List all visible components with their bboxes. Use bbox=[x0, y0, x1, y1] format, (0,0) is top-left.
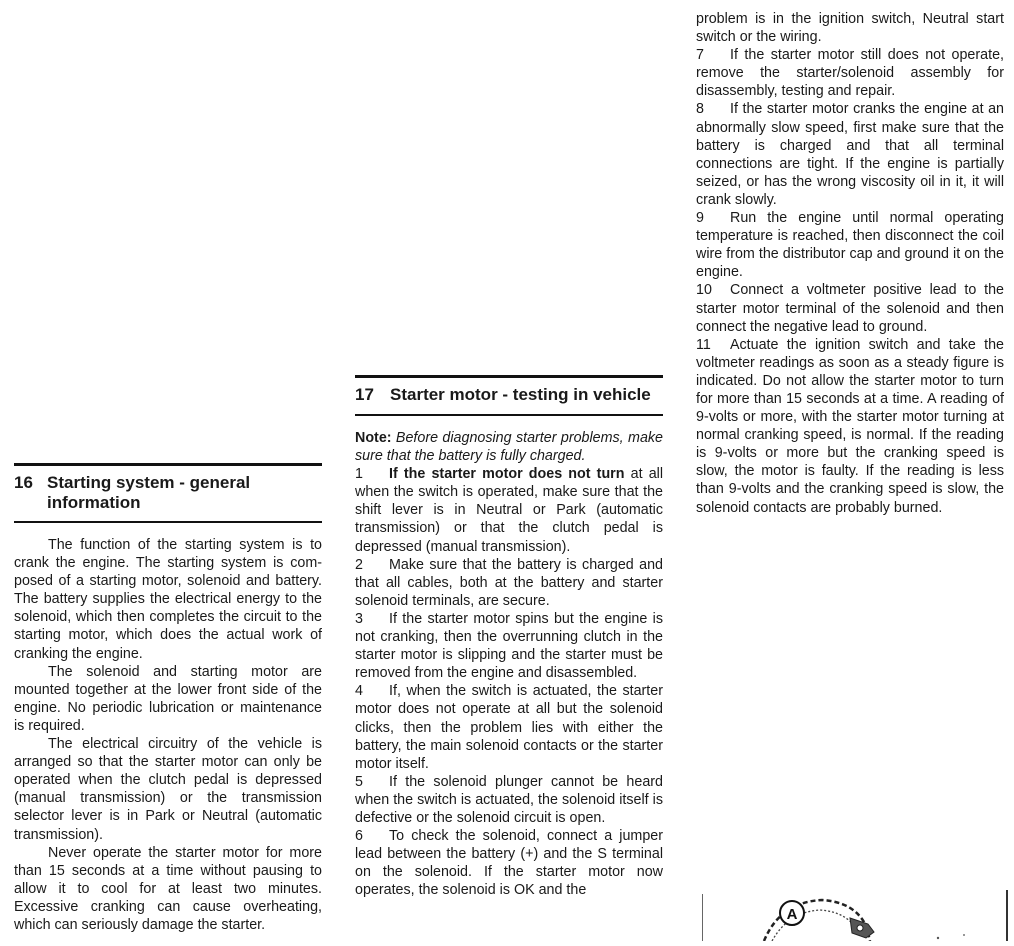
step-text: Run the engine until normal operating temperature is reached, then disconnect the coil wire from the distributor cap and ground it on the engine. bbox=[696, 210, 1004, 281]
section-16-title-line1: Starting system - general bbox=[47, 473, 251, 492]
step-number: 9 bbox=[696, 210, 704, 227]
starter-illustration bbox=[702, 888, 1008, 941]
section-16-paragraph: The function of the starting system is to crank the engine. The starting system is composed of a starting motor, solenoid and battery. The battery supplies the electrical energy to the solenoid, which then completes the circuit to the starting motor, which does the actual work of cranking the engine. bbox=[14, 537, 322, 662]
step-text: To check the solenoid, connect a jumper lead between the battery (+) and the S terminal on the solenoid. If the starter motor now operates, the solenoid is OK and the bbox=[355, 828, 663, 899]
step-text: If the solenoid plunger cannot be heard when the switch is actuated, the solenoid itself is defective or the solenoid circuit is open. bbox=[355, 773, 663, 826]
column-2 bbox=[355, 429, 663, 899]
step-text: If, when the switch is actuated, the starter motor does not operate at all but the solenoid clicks, then the problem lies with either the battery, the main solenoid contacts or the starter motor itself. bbox=[355, 683, 663, 772]
section-17-rule-top bbox=[355, 375, 663, 378]
step-text: at all when the switch is operated, make sure that the shift lever is in Neutral or Park (automatic transmission) or that the clutch pedal is depressed (manual transmission). bbox=[355, 466, 664, 555]
column-1 bbox=[14, 536, 322, 934]
step-text: Actuate the ignition switch and take the voltmeter readings as soon as a steady figure is indicated. Do not allow the starter motor to turn for more than 15 seconds at a time. A reading of 9-volts or more, with the starter motor turning at normal cranking speed, is normal. If the reading is 9-volts or more but the cranking speed is slow, the motor is faulty. If the reading is less than 9-volts and the cranking speed is slow, the solenoid contacts are probably burned. bbox=[696, 336, 1004, 516]
step-text: Make sure that the battery is charged and that all cables, both at the battery and starter solenoid terminals, are secure. bbox=[355, 556, 663, 609]
section-16-rule-top bbox=[14, 463, 322, 466]
step-item bbox=[696, 281, 1004, 335]
section-16-title-line2: information bbox=[47, 493, 141, 512]
step-text: If the starter motor spins but the engine is not cranking, then the overrunning clutch in the starter motor is slipping and the starter must be removed from the engine and disassembled. bbox=[355, 610, 663, 682]
step-number: 11 bbox=[696, 336, 711, 353]
callout-label: A bbox=[786, 906, 798, 923]
step-item bbox=[355, 610, 663, 682]
step-item bbox=[696, 46, 1004, 100]
step-item bbox=[696, 209, 1004, 281]
bolt-hole bbox=[857, 925, 863, 931]
starter-figure bbox=[702, 888, 1008, 941]
step-continuation: problem is in the ignition switch, Neutral start switch or the wiring. bbox=[696, 11, 1004, 46]
step-bold-lead: If the starter motor does not turn bbox=[389, 466, 625, 483]
section-17-rule-bottom bbox=[355, 414, 663, 416]
step-number: 6 bbox=[355, 828, 363, 845]
section-17-number: 17 bbox=[355, 385, 374, 404]
section-16-paragraph: The solenoid and starting motor are mounted together at the lower front side of the engine. No periodic lubrication or maintenance is required. bbox=[14, 663, 322, 734]
section-16-paragraph: The electrical circuitry of the vehicle is arranged so that the starter motor can only be operated when the clutch pedal is depressed (manual transmission) or the transmission selector lever is in Park or Neutral (automatic transmission). bbox=[14, 736, 322, 843]
section-16-paragraph: Never operate the starter motor for more than 15 seconds at a time without pausing to allow it to cool for at least two minutes. Excessive cranking can cause overheating, which can seriously damage the starter. bbox=[14, 844, 322, 933]
step-number: 1 bbox=[355, 466, 363, 483]
note-paragraph bbox=[355, 429, 663, 465]
step-number: 4 bbox=[355, 683, 363, 700]
section-17-heading bbox=[355, 385, 663, 405]
step-text: If the starter motor still does not operate, remove the starter/solenoid assembly for disassembly, testing and repair. bbox=[696, 47, 1004, 100]
step-item bbox=[696, 336, 1004, 517]
step-text: If the starter motor cranks the engine at an abnormally slow speed, first make sure that the battery is charged and that all terminal connections are tight. If the engine is partially seized, or has the wrong viscosity oil in it, it will crank slowly. bbox=[696, 101, 1004, 208]
step-item bbox=[355, 773, 663, 827]
section-16-heading bbox=[14, 473, 322, 513]
step-item bbox=[696, 100, 1004, 209]
note-text: Before diagnosing starter problems, make sure that the battery is fully charged. bbox=[355, 430, 663, 465]
step-text: Connect a voltmeter positive lead to the starter motor terminal of the solenoid and then connect the negative lead to ground. bbox=[696, 282, 1004, 335]
step-item bbox=[355, 827, 663, 899]
note-label: Note: bbox=[355, 430, 392, 446]
section-16-rule-bottom bbox=[14, 521, 322, 523]
step-item bbox=[355, 465, 663, 555]
section-17-title: Starter motor - testing in vehicle bbox=[390, 385, 651, 404]
step-item bbox=[355, 682, 663, 772]
step-number: 8 bbox=[696, 101, 704, 118]
step-number: 5 bbox=[355, 773, 363, 790]
section-16-number: 16 bbox=[14, 473, 33, 492]
step-number: 7 bbox=[696, 47, 704, 64]
column-3 bbox=[696, 10, 1004, 517]
step-number: 10 bbox=[696, 282, 712, 299]
step-number: 3 bbox=[355, 610, 363, 627]
step-item bbox=[355, 556, 663, 610]
step-number: 2 bbox=[355, 556, 363, 573]
